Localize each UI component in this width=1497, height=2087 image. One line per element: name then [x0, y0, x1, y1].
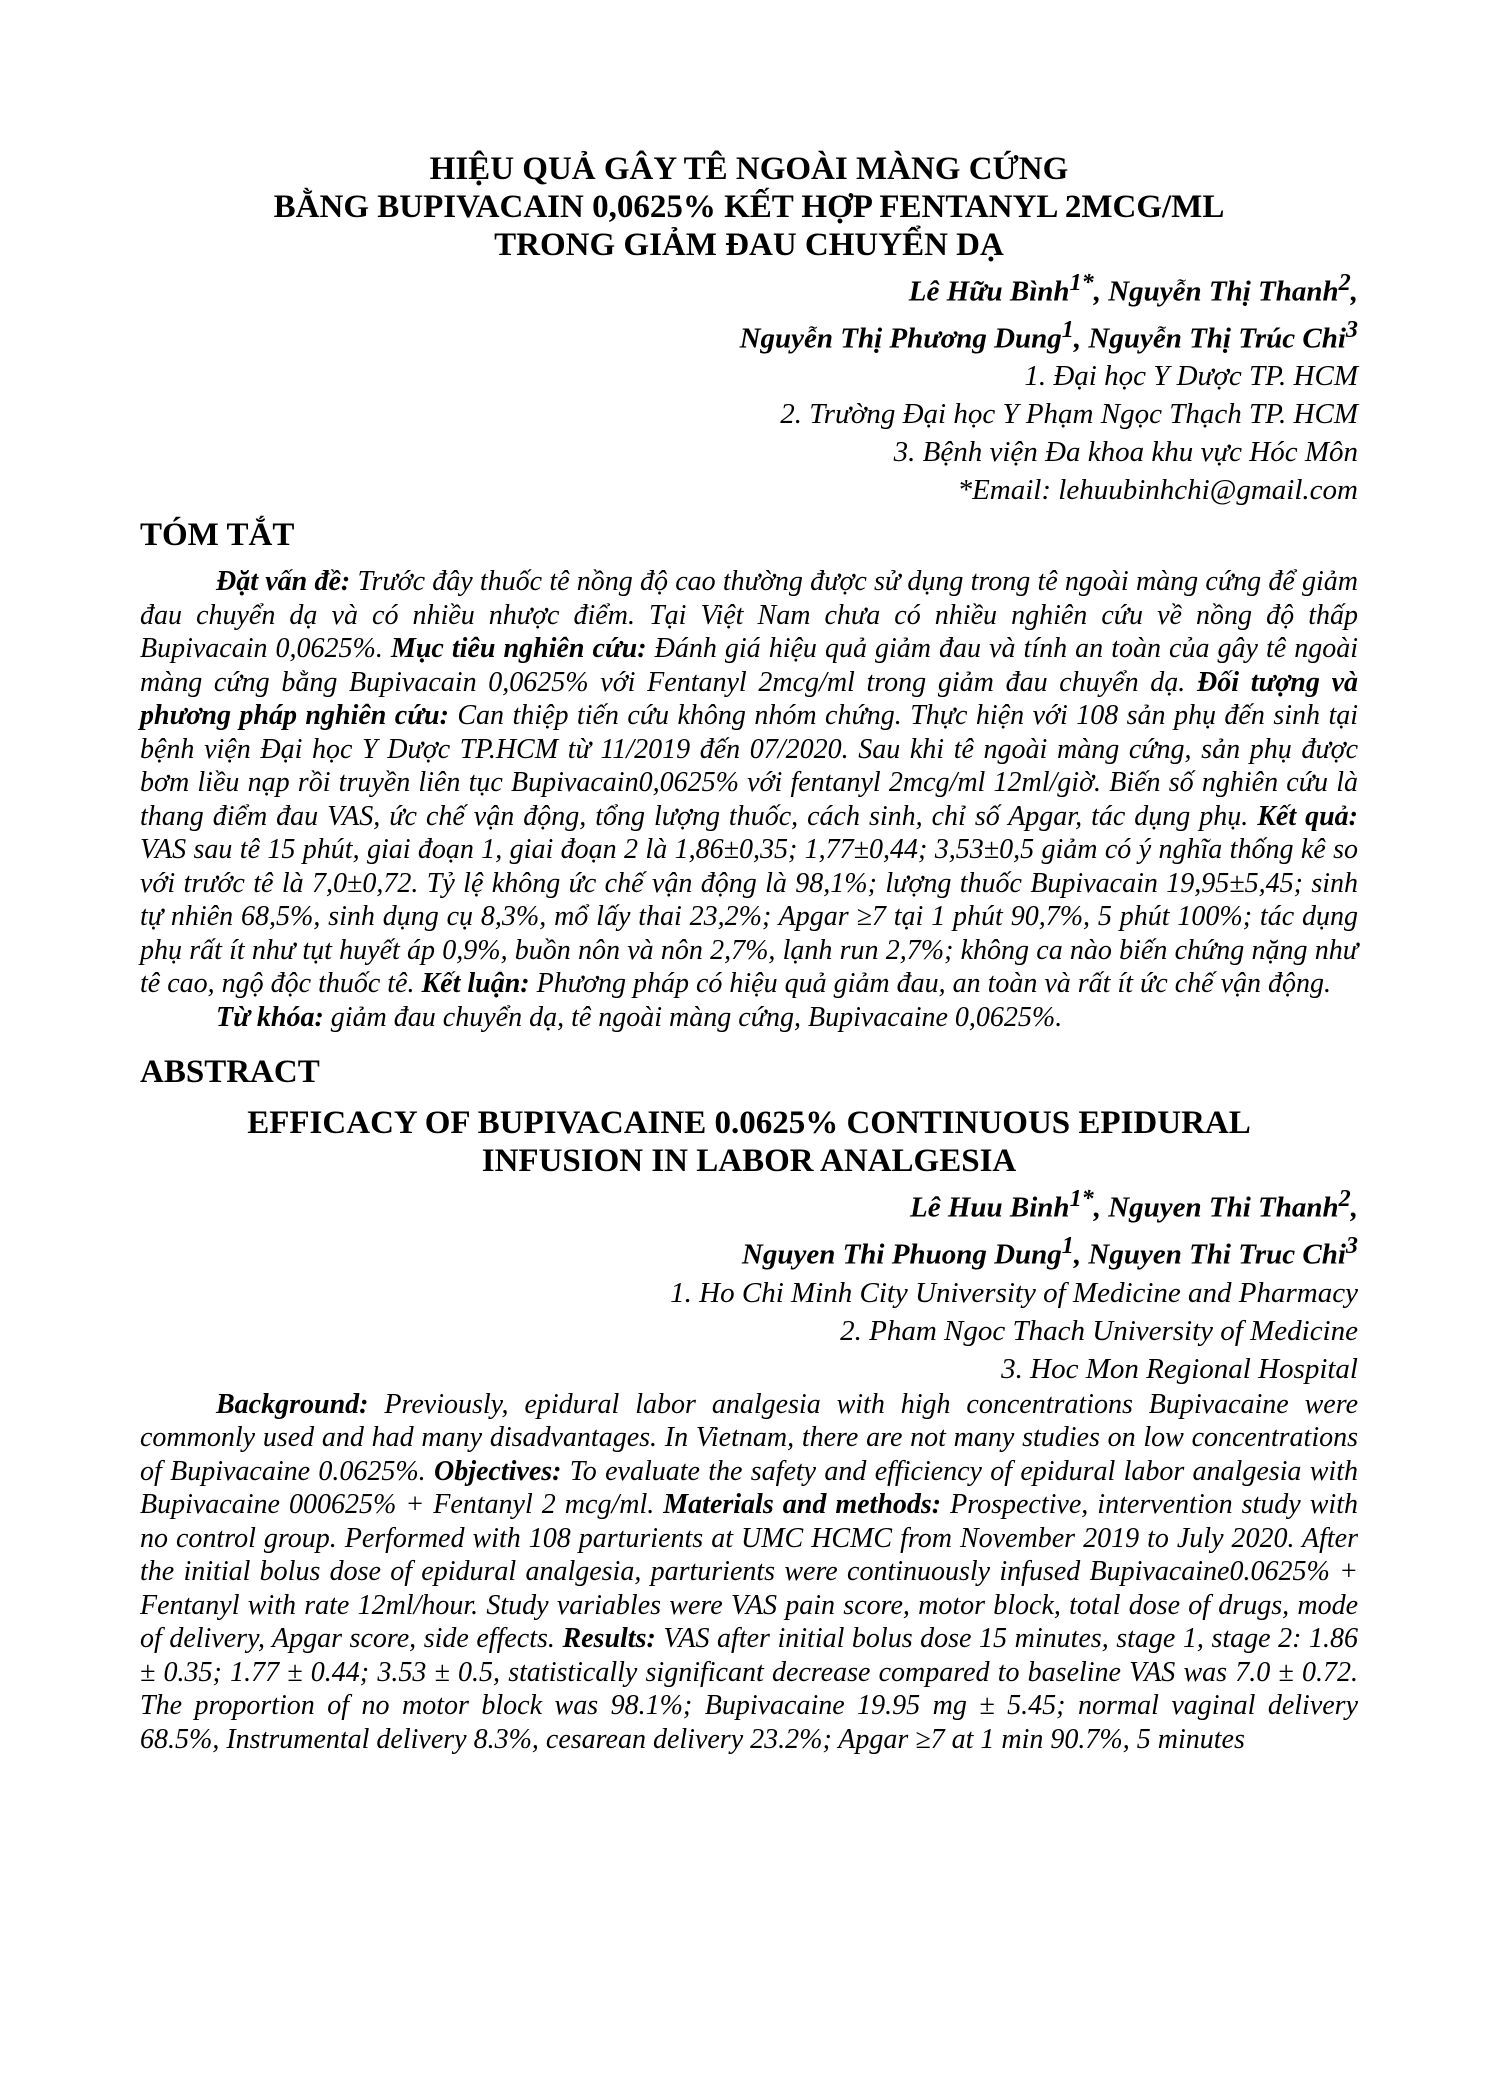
vn-title: [140, 150, 1358, 264]
en-authors-line-1: [140, 1180, 1358, 1227]
author-name: Nguyễn Thị Thanh: [1108, 275, 1339, 308]
abstract-label: Objectives:: [433, 1455, 562, 1487]
author-superscript: 1*: [1069, 269, 1094, 296]
abstract-label: Kết quả:: [1257, 800, 1358, 832]
vn-title-line: BẰNG BUPIVACAIN 0,0625% KẾT HỢP FENTANYL 2MCG/ML: [273, 189, 1225, 225]
abstract-text: Đánh giá hiệu quả giảm đau và tính an toàn của gây tê ngoài màng cứng bằng Bupivacain 0,0625% với Fentanyl 2mcg/ml trong giảm đau chuyển dạ.: [140, 633, 1358, 698]
paper-content: [140, 150, 1358, 1756]
author-separator: ,: [1350, 1191, 1358, 1224]
en-title: [140, 1104, 1358, 1180]
author-name: Nguyen Thi Phuong Dung: [741, 1238, 1062, 1271]
abstract-text: VAS after initial bolus dose 15 minutes, stage 1, stage 2: 1.86 ± 0.35; 1.77 ± 0.44; 3.53 ± 0.5, statistically significant decrease compared to baseline VAS was 7.0 ± 0.72. The proportion of no motor block was 98.1%; Bupivacaine 19.95 mg ± 5.45; normal vaginal delivery 68.5%, Instrumental delivery 8.3%, cesarean delivery 23.2%; Apgar ≥7 at 1 min 90.7%, 5 minutes: [140, 1623, 1359, 1755]
author-superscript: 3: [1345, 315, 1358, 343]
en-affiliation: 1. Ho Chi Minh City University of Medicine and Pharmacy: [670, 1276, 1358, 1309]
en-title-line: INFUSION IN LABOR ANALGESIA: [481, 1143, 1017, 1180]
author-name: Lê Hữu Bình: [908, 275, 1070, 308]
author-name: Nguyễn Thị Trúc Chi: [1088, 322, 1346, 355]
abstract-label: Mục tiêu nghiên cứu:: [390, 633, 647, 665]
author-superscript: 2: [1338, 1185, 1351, 1213]
en-title-line: EFFICACY OF BUPIVACAINE 0.0625% CONTINUOUS EPIDURAL: [247, 1105, 1251, 1142]
abstract-text: Prospective, intervention study with no control group. Performed with 108 parturients at UMC HCMC from November 2019 to July 2020. After the initial bolus dose of epidural analgesia, parturients were continuously infused Bupivacaine0.0625% + Fentanyl with rate 12ml/hour. Study variables were VAS pain score, motor block, total dose of drugs, mode of delivery, Apgar score, side effects.: [140, 1489, 1358, 1655]
author-name: Nguyen Thi Thanh: [1108, 1191, 1339, 1224]
vn-affiliation: 1. Đại học Y Dược TP. HCM: [1024, 360, 1358, 393]
vn-authors-line-1: [140, 264, 1358, 311]
vn-title-line: HIỆU QUẢ GÂY TÊ NGOÀI MÀNG CỨNG: [429, 151, 1069, 187]
abstract-text: Trước đây thuốc tê nồng độ cao thường được sử dụng trong tê ngoài màng cứng để giảm đau chuyển dạ và có nhiều nhược điểm. Tại Việt Nam chưa có nhiều nghiên cứu về nồng độ thấp Bupivacain 0,0625%.: [140, 566, 1358, 665]
author-superscript: 1: [1061, 1231, 1074, 1259]
author-superscript: 1*: [1069, 1185, 1094, 1213]
abstract-text: Can thiệp tiến cứu không nhóm chứng. Thực hiện với 108 sản phụ đến sinh tại bệnh viện Đại học Y Dược TP.HCM từ 11/2019 đến 07/2020. Sau khi tê ngoài màng cứng, sản phụ được bơm liều nạp rồi truyền liên tục Bupivacain0,0625% với fentanyl 2mcg/ml 12ml/giờ. Biến số nghiên cứu là thang điểm đau VAS, ức chế vận động, tổng lượng thuốc, cách sinh, chỉ số Apgar, tác dụng phụ.: [140, 700, 1358, 832]
author-superscript: 1: [1061, 315, 1074, 343]
vn-authors-line-2: [140, 311, 1358, 358]
abstract-label: Kết luận:: [421, 968, 530, 1000]
author-separator: ,: [1093, 1191, 1109, 1224]
en-abstract-paragraph: [140, 1388, 1358, 1757]
en-authors-line-2: [140, 1227, 1358, 1274]
author-separator: ,: [1073, 1238, 1089, 1271]
abstract-label: Đối tượng và phương pháp nghiên cứu:: [140, 666, 1358, 732]
abstract-label: Materials and methods:: [663, 1489, 942, 1521]
author-superscript: 2: [1338, 269, 1351, 296]
author-separator: ,: [1093, 275, 1109, 308]
author-name: Lê Huu Binh: [910, 1191, 1070, 1224]
vn-email: *Email: lehuubinhchi@gmail.com: [957, 474, 1358, 507]
en-affiliation: 3. Hoc Mon Regional Hospital: [1001, 1352, 1358, 1385]
keywords-label: Từ khóa:: [216, 1001, 324, 1033]
vn-affiliation: 3. Bệnh viện Đa khoa khu vực Hóc Môn: [893, 436, 1358, 469]
vn-section-heading: TÓM TẮT: [140, 517, 295, 554]
abstract-text: Phương pháp có hiệu quả giảm đau, an toàn và rất ít ức chế vận động.: [529, 968, 1332, 1000]
vn-abstract-paragraph: [140, 565, 1358, 1001]
abstract-label: Background:: [216, 1388, 369, 1420]
vn-title-line: TRONG GIẢM ĐAU CHUYỂN DẠ: [494, 227, 1004, 263]
author-separator: ,: [1073, 322, 1089, 355]
en-affiliation: 2. Pham Ngoc Thach University of Medicine: [840, 1314, 1358, 1347]
en-section-heading: ABSTRACT: [140, 1054, 320, 1091]
author-name: Nguyen Thi Truc Chi: [1088, 1238, 1346, 1271]
abstract-text: VAS sau tê 15 phút, giai đoạn 1, giai đoạn 2 là 1,86±0,35; 1,77±0,44; 3,53±0,5 giảm có ý nghĩa thống kê so với trước tê là 7,0±0,72. Tỷ lệ không ức chế vận động là 98,1%; lượng thuốc Bupivacain 19,95±5,45; sinh tự nhiên 68,5%, sinh dụng cụ 8,3%, mổ lấy thai 23,2%; Apgar ≥7 tại 1 phút 90,7%, 5 phút 100%; tác dụng phụ rất ít như tụt huyết áp 0,9%, buồn nôn và nôn 2,7%, lạnh run 2,7%; không ca nào biến chứng nặng như tê cao, ngộ độc thuốc tê.: [140, 834, 1358, 1000]
keywords-text: giảm đau chuyển dạ, tê ngoài màng cứng, Bupivacaine 0,0625%.: [323, 1001, 1063, 1033]
abstract-label: Đặt vấn đề:: [216, 566, 351, 598]
author-superscript: 3: [1345, 1231, 1358, 1259]
abstract-text: Previously, epidural labor analgesia with high concentrations Bupivacaine were commonly used and had many disadvantages. In Vietnam, there are not many studies on low concentrations of Bupivacaine 0.0625%.: [140, 1388, 1358, 1487]
abstract-text: To evaluate the safety and efficiency of epidural labor analgesia with Bupivacaine 000625% + Fentanyl 2 mcg/ml.: [140, 1455, 1358, 1521]
author-separator: ,: [1350, 275, 1358, 308]
vn-keywords: [140, 1001, 1358, 1035]
vn-affiliation: 2. Trường Đại học Y Phạm Ngọc Thạch TP. HCM: [780, 398, 1358, 431]
author-name: Nguyễn Thị Phương Dung: [739, 322, 1062, 355]
abstract-label: Results:: [562, 1623, 656, 1655]
